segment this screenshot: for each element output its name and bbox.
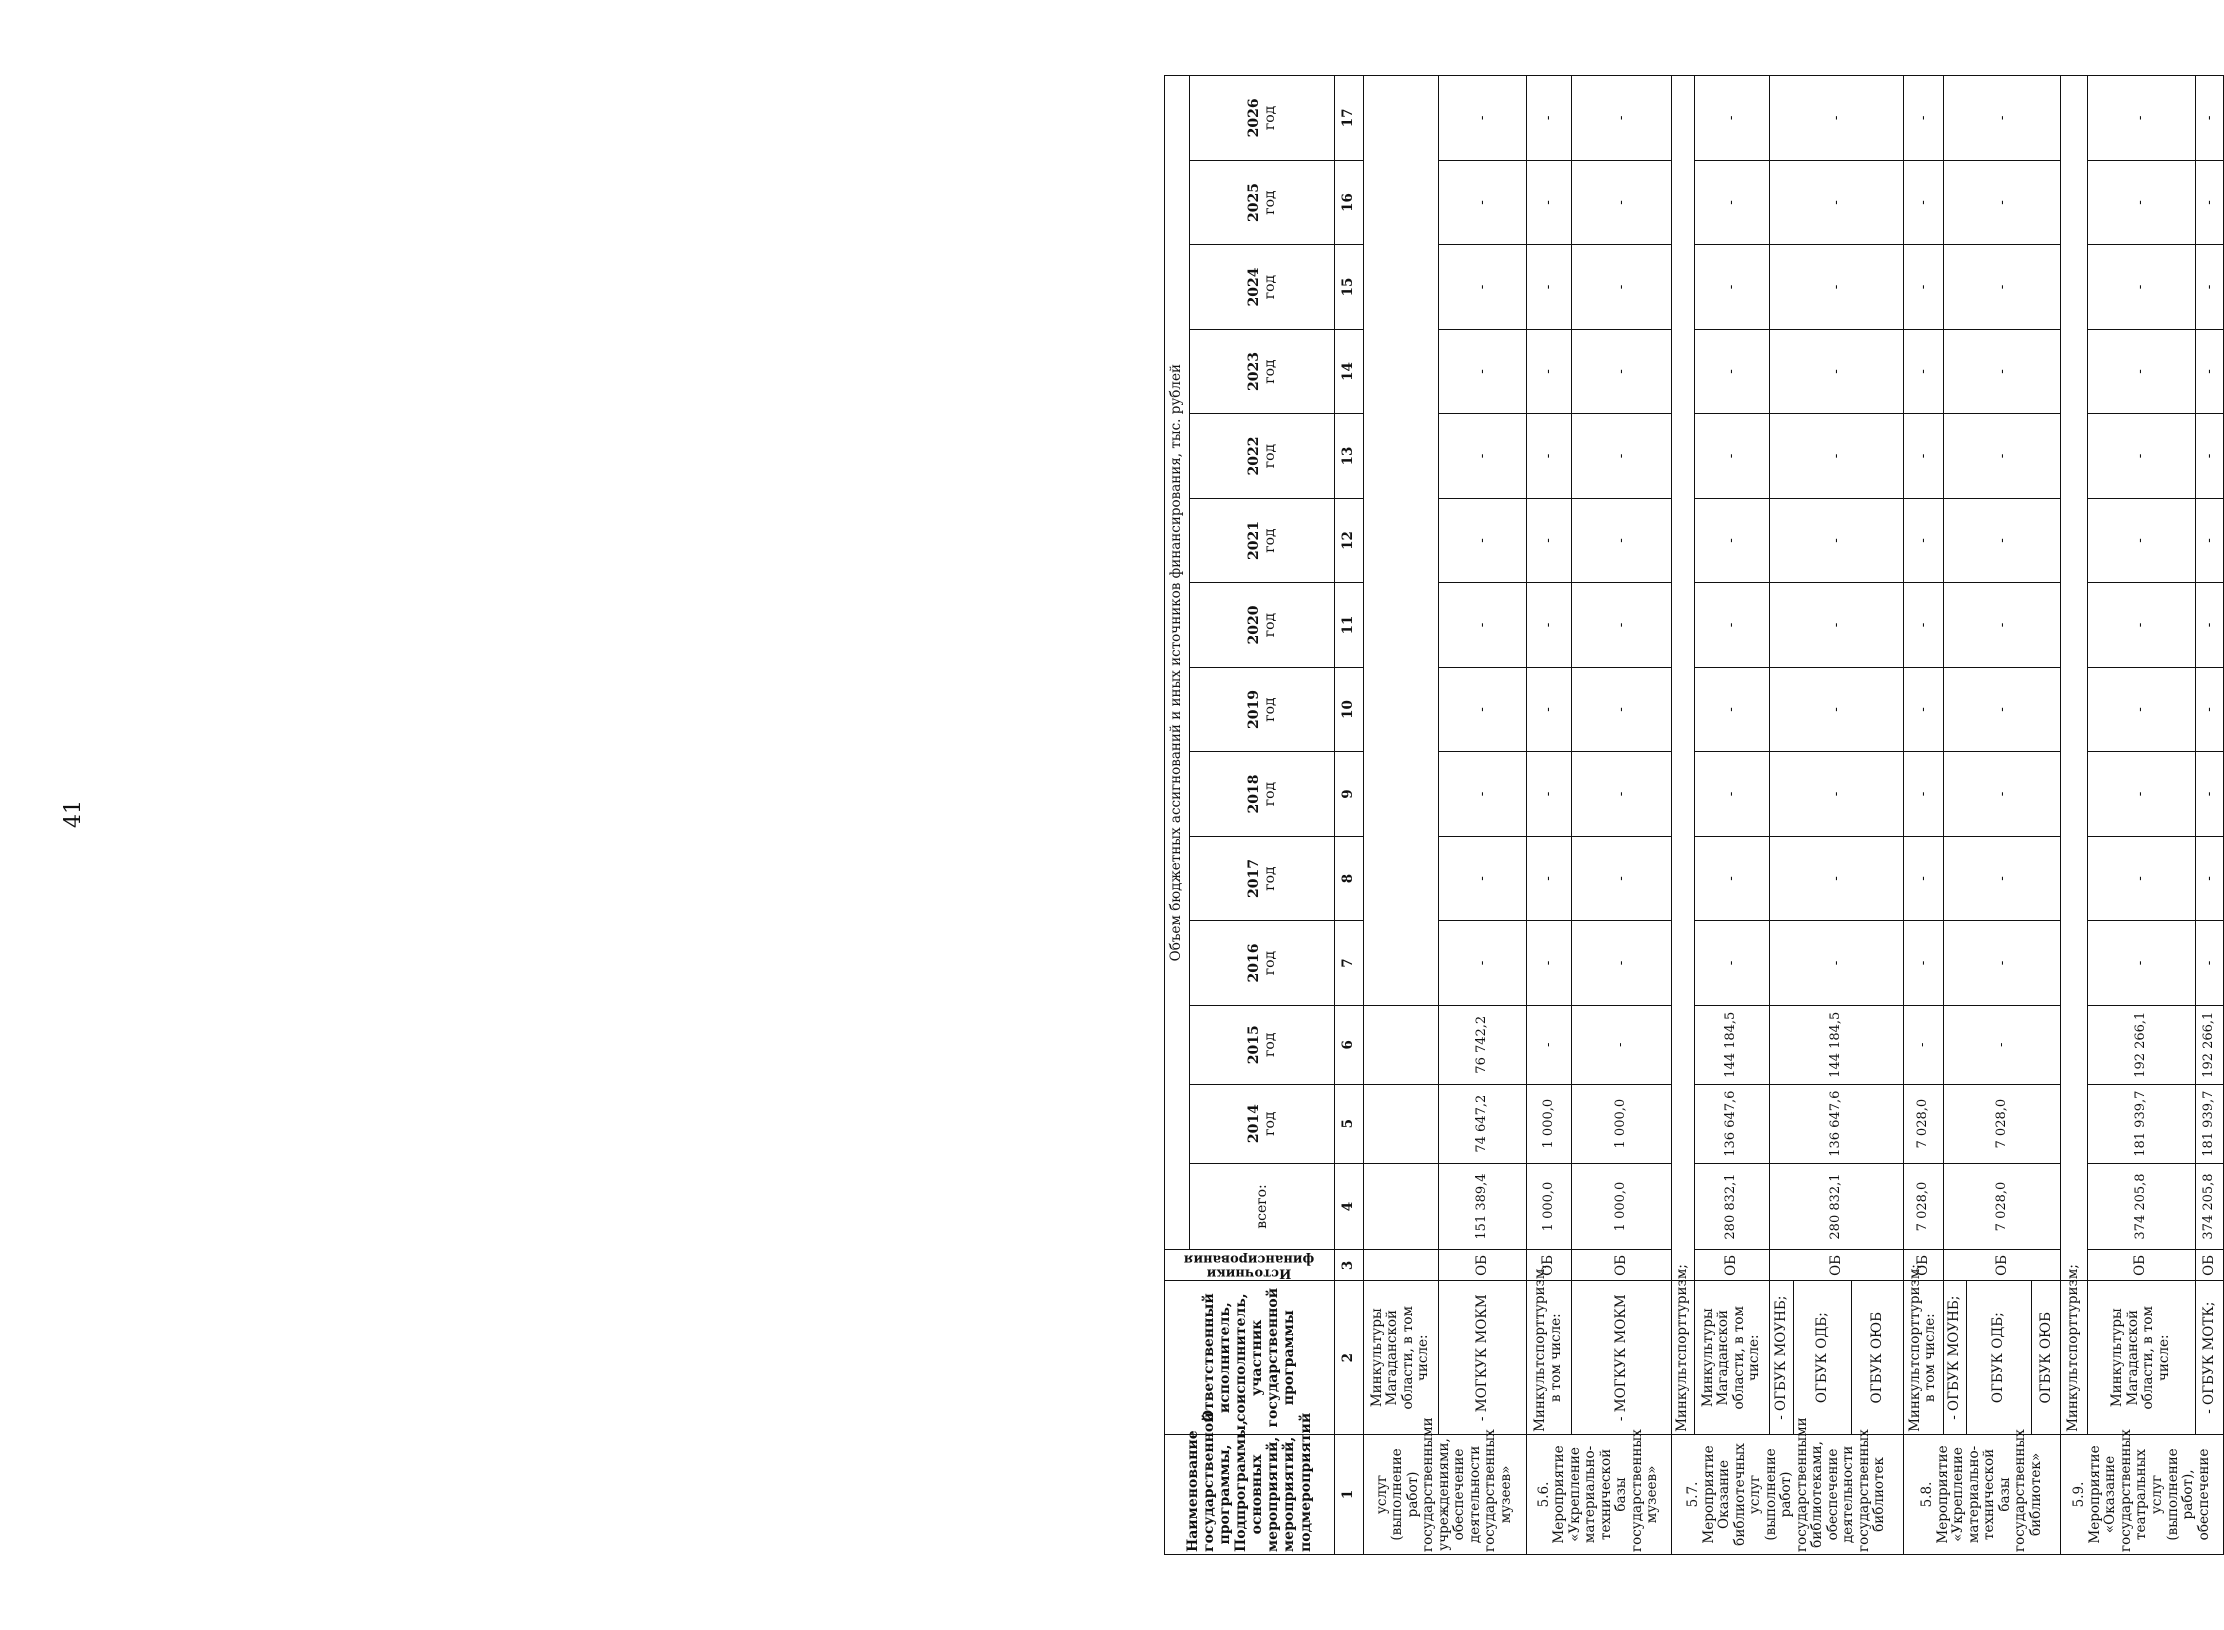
header-total: всего: — [1189, 1163, 1334, 1250]
column-number: 12 — [1334, 498, 1363, 583]
row-name: услуг (выполнение работ) государственными учреждениями, обеспечение деятельности государственных музеев» — [1363, 1434, 1526, 1554]
row-responsible: ОГБУК ОЮБ — [2032, 1281, 2061, 1434]
row-responsible: Минкультспорттуризм; — [1671, 1281, 1694, 1434]
empty-value-dash: - — [1944, 76, 2061, 161]
empty-value-dash: - — [1944, 160, 2061, 245]
row-responsible: - ОГБУК МОТК; — [2195, 1281, 2223, 1434]
empty-value-dash: - — [1439, 667, 1527, 752]
empty-value-dash: - — [1526, 414, 1572, 499]
row-responsible: - ОГБУК МОУНБ; — [1944, 1281, 1967, 1434]
empty-value-dash: - — [1439, 329, 1527, 414]
header-year-2016: 2016 год — [1189, 921, 1334, 1006]
row-responsible: Минкультспорттуризм, в том числе: — [1526, 1281, 1572, 1434]
row-source: ОБ — [1572, 1250, 1671, 1281]
empty-value-dash: - — [1944, 667, 2061, 752]
empty-value-dash: - — [1769, 583, 1903, 668]
empty-value-dash: - — [1439, 583, 1527, 668]
column-number: 4 — [1334, 1163, 1363, 1250]
row-responsible: Минкультуры Магаданской области, в том числе: — [1363, 1281, 1438, 1434]
empty-value-dash: - — [1526, 498, 1572, 583]
empty-value-dash: - — [2195, 836, 2223, 921]
empty-value-dash: - — [1526, 245, 1572, 330]
table-row — [1439, 76, 1527, 1555]
table-row — [1694, 76, 1769, 1555]
empty-value-dash: - — [2087, 498, 2195, 583]
empty-value-dash: - — [1903, 921, 1943, 1006]
row-total: 280 832,1 — [1694, 1163, 1769, 1250]
empty-value-dash: - — [2195, 752, 2223, 837]
empty-value-dash: - — [1944, 245, 2061, 330]
empty-value-dash: - — [1439, 836, 1527, 921]
empty-value-dash: - — [1694, 752, 1769, 837]
empty-value-dash: - — [1526, 752, 1572, 837]
empty-value-dash: - — [2195, 76, 2223, 161]
row-2015: 192 266,1 — [2195, 1005, 2223, 1084]
row-2015: 144 184,5 — [1694, 1005, 1769, 1084]
row-2015: 76 742,2 — [1439, 1005, 1527, 1084]
row-total: 374 205,8 — [2195, 1163, 2223, 1250]
row-source: ОБ — [2195, 1250, 2223, 1281]
row-2014: 136 647,6 — [1769, 1084, 1903, 1163]
column-number: 8 — [1334, 836, 1363, 921]
empty-value-dash: - — [1944, 836, 2061, 921]
empty-value-dash: - — [1572, 329, 1671, 414]
row-2014: 1 000,0 — [1572, 1084, 1671, 1163]
row-2015: - — [1572, 1005, 1671, 1084]
empty-value-dash: - — [1526, 921, 1572, 1006]
empty-value-dash: - — [1769, 76, 1903, 161]
empty-value-dash: - — [2087, 752, 2195, 837]
empty-value-dash: - — [1439, 245, 1527, 330]
row-2014: 7 028,0 — [1903, 1084, 1943, 1163]
empty-value-dash: - — [1903, 583, 1943, 668]
empty-value-dash: - — [1572, 498, 1671, 583]
page-number: 41 — [61, 800, 86, 828]
header-name: Наименование государственной программы, Подпрограммы, основных мероприятий, мероприятий, подмероприятий — [1165, 1434, 1335, 1554]
row-total: 151 389,4 — [1439, 1163, 1527, 1250]
empty-value-dash: - — [2195, 583, 2223, 668]
empty-value-dash: - — [1439, 414, 1527, 499]
empty-value-dash: - — [1439, 752, 1527, 837]
empty-value-dash: - — [1903, 414, 1943, 499]
row-source: ОБ — [1439, 1250, 1527, 1281]
empty-value-dash: - — [2087, 836, 2195, 921]
column-number-row — [1334, 76, 1363, 1555]
empty-value-dash: - — [1944, 329, 2061, 414]
empty-value-dash: - — [1694, 245, 1769, 330]
row-name: 5.7. Мероприятие Оказание библиотечных услуг (выполнение работ) государственными библиотеками, обеспечение деятельности государственных библиотек — [1671, 1434, 1903, 1554]
empty-value-dash: - — [1903, 498, 1943, 583]
empty-value-dash: - — [1769, 667, 1903, 752]
row-name: 5.6. Мероприятие «Укрепление материально-технической базы государственных музеев» — [1526, 1434, 1671, 1554]
empty-value-dash: - — [1572, 583, 1671, 668]
row-2015: - — [1903, 1005, 1943, 1084]
row-responsible: ОГБУК ОДБ; — [1967, 1281, 2032, 1434]
empty-value-dash: - — [2195, 160, 2223, 245]
row-responsible: - ОГБУК МОУНБ; — [1769, 1281, 1793, 1434]
empty-value-dash: - — [1903, 836, 1943, 921]
column-number: 11 — [1334, 583, 1363, 668]
row-responsible: Минкультспорттуризм; — [2061, 1281, 2087, 1434]
column-number: 9 — [1334, 752, 1363, 837]
row-source: ОБ — [1903, 1250, 1943, 1281]
empty-value-dash: - — [1572, 76, 1671, 161]
row-responsible: Минкультуры Магаданской области, в том числе: — [2087, 1281, 2195, 1434]
table-row — [1572, 76, 1671, 1555]
header-year-2021: 2021 год — [1189, 498, 1334, 583]
header-year-2025: 2025 год — [1189, 160, 1334, 245]
header-year-2014: 2014 год — [1189, 1084, 1334, 1163]
empty-value-dash: - — [2087, 414, 2195, 499]
table-row — [1526, 76, 1572, 1555]
empty-value-dash: - — [1694, 836, 1769, 921]
empty-value-dash: - — [2087, 160, 2195, 245]
empty-value-dash: - — [1572, 921, 1671, 1006]
empty-value-dash: - — [2087, 245, 2195, 330]
row-source: ОБ — [1694, 1250, 1769, 1281]
empty-value-dash: - — [1694, 414, 1769, 499]
header-year-2015: 2015 год — [1189, 1005, 1334, 1084]
empty-value-dash: - — [2087, 667, 2195, 752]
row-source: ОБ — [2087, 1250, 2195, 1281]
column-number: 16 — [1334, 160, 1363, 245]
empty-value-dash: - — [1694, 667, 1769, 752]
row-source: ОБ — [1769, 1250, 1903, 1281]
header-year-2023: 2023 год — [1189, 329, 1334, 414]
row-2015: 192 266,1 — [2087, 1005, 2195, 1084]
empty-value-dash: - — [1903, 752, 1943, 837]
table-row — [2087, 76, 2195, 1555]
row-total: 280 832,1 — [1769, 1163, 1903, 1250]
empty-value-dash: - — [1572, 752, 1671, 837]
row-2014: 74 647,2 — [1439, 1084, 1527, 1163]
table-row — [1944, 76, 1967, 1555]
column-number: 10 — [1334, 667, 1363, 752]
row-source: ОБ — [1526, 1250, 1572, 1281]
row-name: 5.8. Мероприятие «Укрепление материально-технической базы государственных библиотек» — [1903, 1434, 2061, 1554]
empty-value-dash: - — [1572, 245, 1671, 330]
empty-value-dash: - — [1944, 921, 2061, 1006]
row-total: 7 028,0 — [1903, 1163, 1943, 1250]
empty-value-dash: - — [2087, 76, 2195, 161]
empty-value-dash: - — [1572, 414, 1671, 499]
column-number: 5 — [1334, 1084, 1363, 1163]
row-source: ОБ — [1944, 1250, 2061, 1281]
empty-value-dash: - — [1526, 329, 1572, 414]
empty-value-dash: - — [1903, 667, 1943, 752]
empty-value-dash: - — [2087, 329, 2195, 414]
header-responsible: Ответственный исполнитель, соисполнитель, участник государственной программы — [1165, 1281, 1335, 1434]
table-row — [2195, 76, 2223, 1555]
empty-value-dash: - — [1694, 583, 1769, 668]
empty-value-dash: - — [1769, 329, 1903, 414]
empty-value-dash: - — [2195, 329, 2223, 414]
table-row — [1903, 76, 1943, 1555]
empty-value-dash: - — [1944, 414, 2061, 499]
column-number: 17 — [1334, 76, 1363, 161]
empty-value-dash: - — [1526, 667, 1572, 752]
column-number: 7 — [1334, 921, 1363, 1006]
empty-value-dash: - — [1572, 160, 1671, 245]
column-number: 15 — [1334, 245, 1363, 330]
empty-value-dash: - — [1526, 583, 1572, 668]
table-row — [1363, 76, 1438, 1555]
empty-value-dash: - — [1903, 245, 1943, 330]
empty-value-dash: - — [2195, 667, 2223, 752]
empty-value-dash: - — [1903, 76, 1943, 161]
empty-value-dash: - — [1526, 76, 1572, 161]
empty-value-dash: - — [1903, 160, 1943, 245]
table-row — [1769, 76, 1793, 1555]
row-2014: 136 647,6 — [1694, 1084, 1769, 1163]
empty-value-dash: - — [1944, 752, 2061, 837]
empty-value-dash: - — [2195, 921, 2223, 1006]
empty-value-dash: - — [1526, 160, 1572, 245]
row-total: 374 205,8 — [2087, 1163, 2195, 1250]
empty-value-dash: - — [1769, 836, 1903, 921]
row-total: 1 000,0 — [1572, 1163, 1671, 1250]
empty-value-dash: - — [1572, 667, 1671, 752]
row-responsible: Минкультуры Магаданской области, в том числе: — [1694, 1281, 1769, 1434]
empty-value-dash: - — [1439, 76, 1527, 161]
header-year-2019: 2019 год — [1189, 667, 1334, 752]
empty-value-dash: - — [1694, 160, 1769, 245]
row-total: 1 000,0 — [1526, 1163, 1572, 1250]
row-total: 7 028,0 — [1944, 1163, 2061, 1250]
row-responsible: - МОГКУК МОКМ — [1572, 1281, 1671, 1434]
header-year-2018: 2018 год — [1189, 752, 1334, 837]
header-year-2022: 2022 год — [1189, 414, 1334, 499]
table-row — [2061, 76, 2087, 1555]
empty-value-dash: - — [2195, 245, 2223, 330]
empty-value-dash: - — [2195, 414, 2223, 499]
table-row — [1671, 76, 1694, 1555]
empty-value-dash: - — [2195, 498, 2223, 583]
empty-value-dash: - — [1526, 836, 1572, 921]
empty-value-dash: - — [1903, 329, 1943, 414]
empty-value-dash: - — [1769, 245, 1903, 330]
header-year-2026: 2026 год — [1189, 76, 1334, 161]
row-2015: 144 184,5 — [1769, 1005, 1903, 1084]
header-source — [1165, 1250, 1335, 1281]
empty-value-dash: - — [1769, 498, 1903, 583]
row-2014: 181 939,7 — [2087, 1084, 2195, 1163]
empty-value-dash: - — [1439, 498, 1527, 583]
empty-value-dash: - — [1769, 752, 1903, 837]
column-number: 13 — [1334, 414, 1363, 499]
empty-value-dash: - — [1694, 921, 1769, 1006]
empty-value-dash: - — [1944, 583, 2061, 668]
empty-value-dash: - — [1694, 329, 1769, 414]
financing-table — [1164, 75, 2224, 1555]
row-responsible: ОГБУК ОДБ; — [1793, 1281, 1851, 1434]
row-2014: 7 028,0 — [1944, 1084, 2061, 1163]
empty-value-dash: - — [1572, 836, 1671, 921]
rotated-table-container — [1164, 75, 2224, 1555]
row-responsible: ОГБУК ОЮБ — [1852, 1281, 1904, 1434]
empty-value-dash: - — [1694, 498, 1769, 583]
header-volume-title: Объем бюджетных ассигнований и иных источников финансирования, тыс. рублей — [1165, 76, 1190, 1250]
empty-value-dash: - — [1769, 921, 1903, 1006]
empty-value-dash: - — [1439, 160, 1527, 245]
row-responsible: - МОГКУК МОКМ — [1439, 1281, 1527, 1434]
empty-value-dash: - — [1769, 414, 1903, 499]
empty-value-dash: - — [1694, 76, 1769, 161]
row-2015: - — [1526, 1005, 1572, 1084]
header-source-text: Источники финансирования — [1184, 1251, 1315, 1281]
header-year-2020: 2020 год — [1189, 583, 1334, 668]
row-2015: - — [1944, 1005, 2061, 1084]
column-number: 3 — [1334, 1250, 1363, 1281]
column-number: 2 — [1334, 1281, 1363, 1434]
column-number: 6 — [1334, 1005, 1363, 1084]
row-name: 5.9. Мероприятие «Оказание государственных театральных услуг (выполнение работ), обеспечение — [2061, 1434, 2224, 1554]
header-year-2024: 2024 год — [1189, 245, 1334, 330]
empty-value-dash: - — [2087, 583, 2195, 668]
column-number: 14 — [1334, 329, 1363, 414]
empty-value-dash: - — [2087, 921, 2195, 1006]
row-responsible: Минкультспорттуризм; в том числе: — [1903, 1281, 1943, 1434]
header-year-2017: 2017 год — [1189, 836, 1334, 921]
empty-value-dash: - — [1439, 921, 1527, 1006]
row-2014: 181 939,7 — [2195, 1084, 2223, 1163]
row-2014: 1 000,0 — [1526, 1084, 1572, 1163]
empty-value-dash: - — [1944, 498, 2061, 583]
column-number: 1 — [1334, 1434, 1363, 1554]
empty-value-dash: - — [1769, 160, 1903, 245]
